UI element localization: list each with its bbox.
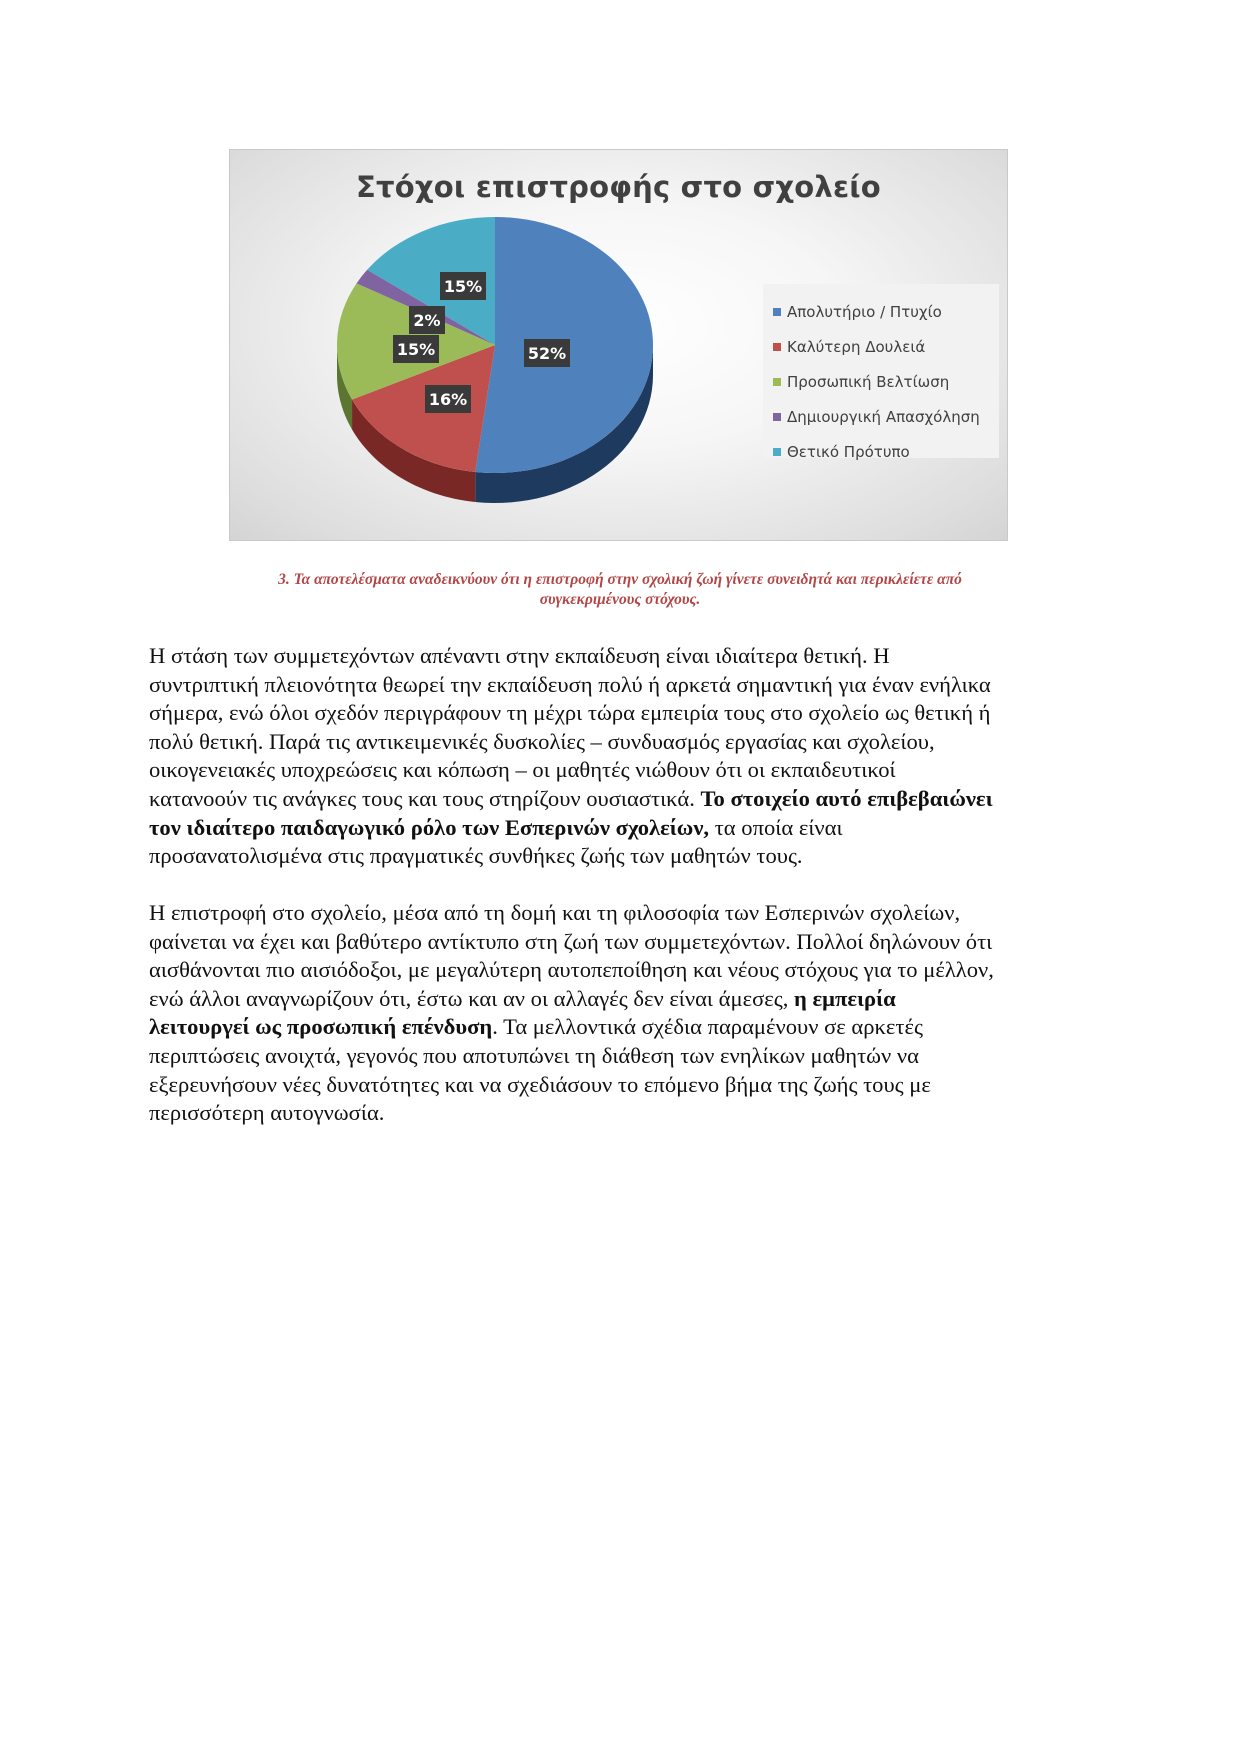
bold-text-run: τον ιδιαίτερο παιδαγωγικό ρόλο των Εσπερινών σχολείων, — [149, 814, 710, 840]
text-run: κατανοούν τις ανάγκες τους και τους στηρίζουν ουσιαστικά. — [149, 785, 701, 811]
chart-legend — [763, 284, 999, 461]
text-run: τα οποία είναι — [709, 814, 843, 840]
legend-label: Απολυτήριο / Πτυχίο — [787, 302, 942, 321]
legend-label: Καλύτερη Δουλειά — [787, 337, 926, 356]
text-line: πολύ θετική. Παρά τις αντικειμενικές δυσκολίες – συνδυασμός εργασίας και σχολείου, — [149, 728, 935, 754]
bold-text-run: Το στοιχείο αυτό επιβεβαιώνει — [700, 785, 993, 811]
caption-line: 3. Τα αποτελέσματα αναδεικνύουν ότι η επιστροφή στην σχολική ζωή γίνετε συνειδητά και περικλείετε από — [278, 571, 962, 588]
legend-label: Δημιουργική Απασχόληση — [787, 407, 980, 426]
legend-label: Θετικό Πρότυπο — [787, 442, 910, 461]
data-label — [440, 272, 486, 300]
text-line: περιπτώσεις ανοιχτά, γεγονός που αποτυπώνει τη διάθεση των ενηλίκων μαθητών να — [149, 1042, 919, 1068]
text-line — [149, 785, 1089, 814]
text-line — [149, 1013, 1089, 1042]
data-label-text: 15% — [396, 340, 436, 359]
text-line — [149, 814, 1089, 843]
data-label — [409, 306, 445, 334]
text-run: ενώ άλλοι αναγνωρίζουν ότι, έστω και αν οι αλλαγές δεν είναι άμεσες, — [149, 985, 795, 1011]
legend-swatch — [773, 413, 781, 421]
text-line: φαίνεται να έχει και βαθύτερο αντίκτυπο στη ζωή των συμμετεχόντων. Πολλοί δηλώνουν ότι — [149, 928, 993, 954]
legend-swatch — [773, 308, 781, 316]
caption-line: συγκεκριμένους στόχους. — [539, 591, 701, 608]
text-line: αισθάνονται πιο αισιόδοξοι, με μεγαλύτερη αυτοπεποίθηση και νέους στόχους για το μέλλον, — [149, 957, 994, 983]
pie-chart — [229, 149, 1008, 541]
bold-text-run: η εμπειρία — [794, 985, 896, 1011]
text-line: σήμερα, ενώ όλοι σχεδόν περιγράφουν τη μέχρι τώρα εμπειρία τους στο σχολείο ως θετική ή — [149, 700, 991, 726]
figure-caption — [160, 570, 1080, 610]
text-line: εξερευνήσουν νέες δυνατότητες και να σχεδιάσουν το επόμενο βήμα της ζωής τους με — [149, 1071, 931, 1097]
text-line: προσανατολισμένα στις πραγματικές συνθήκες ζωής των μαθητών τους. — [149, 843, 803, 869]
text-line: συντριπτική πλειονότητα θεωρεί την εκπαίδευση πολύ ή αρκετά σημαντική για έναν ενήλικα — [149, 671, 991, 697]
paragraph-2 — [149, 899, 1089, 1128]
pie-slices — [337, 217, 653, 473]
legend-label: Προσωπική Βελτίωση — [787, 372, 950, 391]
legend-item — [773, 434, 999, 469]
legend-item — [773, 294, 999, 329]
data-label — [393, 335, 439, 363]
legend-item — [773, 329, 999, 364]
text-line: Η επιστροφή στο σχολείο, μέσα από τη δομή και τη φιλοσοφία των Εσπερινών σχολείων, — [149, 900, 961, 925]
data-label-text: 2% — [413, 311, 441, 330]
text-run: . Τα μελλοντικά σχέδια παραμένουν σε αρκετές — [492, 1014, 923, 1040]
data-label — [524, 339, 570, 367]
legend-swatch — [773, 448, 781, 456]
text-line: οικογενειακές υποχρεώσεις και κόπωση – οι μαθητές νιώθουν ότι οι εκπαιδευτικοί — [149, 757, 896, 783]
legend-item — [773, 364, 999, 399]
paragraph-1 — [149, 642, 1089, 871]
data-label — [425, 385, 471, 413]
data-label-text: 16% — [428, 390, 468, 409]
data-label-text: 15% — [443, 277, 483, 296]
bold-text-run: λειτουργεί ως προσωπική επένδυση — [149, 1014, 493, 1040]
data-label-text: 52% — [527, 344, 567, 363]
legend-swatch — [773, 378, 781, 386]
chart-title: Στόχοι επιστροφής στο σχολείο — [356, 170, 881, 204]
text-line — [149, 985, 1089, 1014]
legend-swatch — [773, 343, 781, 351]
legend-item — [773, 399, 999, 434]
text-line: Η στάση των συμμετεχόντων απέναντι στην εκπαίδευση είναι ιδιαίτερα θετική. Η — [149, 643, 890, 668]
text-line: περισσότερη αυτογνωσία. — [149, 1100, 385, 1126]
